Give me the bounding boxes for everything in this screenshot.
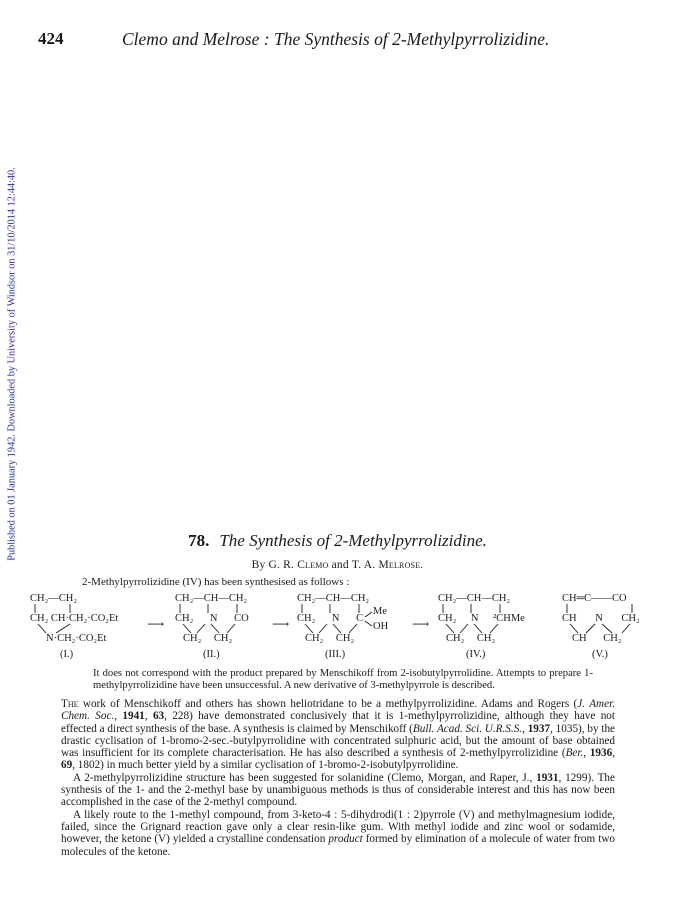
byline: [0, 559, 675, 571]
article-title: The Synthesis of 2-Methylpyrrolizidine.: [219, 531, 487, 550]
formula-iii-line-2: CH₂ N C: [297, 613, 364, 624]
paragraph-1-text-e: ,: [522, 722, 528, 735]
paragraph-1-text-f: , 1035), by the drastic cyclisation of 1-bromo-2-sec.-butylpyrrolidine with concentrated sulphuric acid, but the amount of base obtained was insufficient for its complete characterisation. He has also described a synthesis of 2-methylpyrrolizidine (: [61, 722, 616, 760]
paragraph-1-text-a: work of Menschikoff and others has shown heliotridane to be a methylpyrrolizidine. Adams and Rogers (: [78, 698, 578, 710]
byline-and: and: [331, 559, 349, 571]
formula-i: [30, 591, 155, 663]
formula-iii-methyl: Me: [373, 606, 387, 617]
paragraph-3-text-a: A likely route to the 1-methyl compound, from 3-keto-4 : 5-dihydrodi(1 : 2)pyrrole (V) and methylmagnesium iodide, failed, since the Grignard reaction gave only a clear resin-like gum. With methyl iodide and zinc wool or sodamide, however, the ketone (V) yielded a crystalline condensation: [61, 808, 615, 846]
reaction-arrow-1: ⟶: [147, 617, 165, 631]
citation-journal-1: J. Amer. Chem. Soc.: [61, 698, 615, 723]
author-1: G. R. Clemo: [268, 559, 329, 571]
formula-iv-line-1: CH₂—CH—CH₂: [438, 593, 511, 604]
formula-iv: [438, 591, 548, 663]
citation-year-2: 1937: [527, 722, 551, 735]
reaction-arrow-3: ⟶: [412, 617, 430, 631]
formula-iii: [297, 591, 422, 663]
citation-volume-1: 63: [152, 710, 165, 723]
paragraph-1-text-g: ,: [583, 747, 590, 760]
citation-year-4: 1931: [536, 771, 559, 784]
download-watermark-text: Published on 01 January 1942. Downloaded by University of Windsor on 31/10/2014 12:44:40.: [6, 167, 18, 561]
byline-prefix: By: [251, 559, 266, 571]
formula-iii-line-1: CH₂—CH—CH₂: [297, 593, 370, 604]
intro-line: 2-Methylpyrrolizidine (IV) has been synthesised as follows :: [82, 576, 350, 588]
formula-i-line-2: CH₂ CH·CH₂·CO₂Et: [30, 613, 119, 624]
formula-ii-line-2: CH₂ N CO: [175, 613, 249, 624]
article-heading: [0, 531, 675, 551]
article-number: 78.: [188, 531, 210, 550]
formula-v-line-2: CH N CH₂: [562, 613, 640, 624]
paragraph-3: [61, 809, 615, 858]
running-head: [38, 29, 638, 55]
paragraph-1-text-h: ,: [612, 747, 615, 760]
formula-iv-label: (IV.): [466, 649, 486, 660]
formula-i-line-1: CH₂—CH₂: [30, 593, 77, 604]
body-text: [61, 698, 615, 858]
formula-i-label: (I.): [60, 649, 74, 660]
citation-volume-3: 69: [61, 759, 73, 772]
download-watermark: [4, 152, 20, 576]
paragraph-3-text-b: formed by elimination of a molecule of water from two molecules of the ketone.: [61, 833, 616, 858]
page-number: 424: [38, 29, 64, 48]
running-title: Clemo and Melrose : The Synthesis of 2-Methylpyrrolizidine.: [122, 29, 550, 49]
paragraph-1-lead: The: [61, 698, 79, 710]
formula-ii: [175, 591, 275, 663]
paragraph-1-text-c: ,: [144, 710, 153, 723]
formula-ii-line-1: CH₂—CH—CH₂: [175, 593, 248, 604]
citation-journal-3: Ber.: [565, 747, 584, 760]
paragraph-1: [61, 698, 615, 772]
formula-ii-label: (II.): [203, 649, 220, 660]
reaction-arrow-2: ⟶: [272, 617, 290, 631]
formula-iii-label: (III.): [325, 649, 346, 660]
formula-i-line-3: N·CH₂·CO₂Et: [46, 633, 107, 644]
citation-year-1: 1941: [122, 710, 145, 723]
paragraph-2-text-a: A 2-methylpyrrolizidine structure has been suggested for solanidine (Clemo, Morgan, and Raper, J.,: [73, 771, 537, 784]
formula-iii-hydroxyl: OH: [373, 621, 389, 632]
formula-v: [562, 591, 657, 663]
formula-v-line-3: CH CH₂: [572, 633, 622, 644]
formula-iv-line-2: CH₂ N ²CHMe: [438, 613, 525, 624]
citation-journal-2: Bull. Acad. Sci. U.R.S.S.: [412, 722, 523, 735]
formula-iv-line-3: CH₂ CH₂: [446, 633, 496, 644]
citation-year-3: 1936: [589, 747, 613, 760]
abstract: It does not correspond with the product prepared by Menschikoff from 2-isobutylpyrrolidine. Attempts to prepare 1-methylpyrrolizidine have been unsuccessful. A new derivative of 3-methylpyrrole is described.: [93, 668, 593, 691]
formula-ii-line-3: CH₂ CH₂: [183, 633, 233, 644]
formula-iii-line-3: CH₂ CH₂: [305, 633, 355, 644]
paragraph-1-text-i: , 1802) in much better yield by a similar cyclisation of 1-bromo-2-isobutylpyrrolidine.: [72, 759, 459, 772]
formula-v-line-1: CH═C——CO: [562, 593, 627, 604]
paragraph-2: [61, 772, 615, 809]
author-2: T. A. Melrose.: [351, 559, 424, 571]
paragraph-2-text-b: , 1299). The synthesis of the 1- and the 2-methyl base by unambiguous methods is thus of considerable interest and this has now been accomplished in the case of the 2-methyl compound.: [61, 771, 615, 809]
structural-formulas: [30, 591, 655, 663]
paragraph-1-text-b: ,: [114, 710, 123, 723]
formula-v-label: (V.): [592, 649, 608, 660]
paragraph-3-emphasis: product: [328, 833, 363, 846]
paragraph-1-text-d: , 228) have demonstrated conclusively that it is 1-methylpyrrolizidine, although they have not effected a direct synthesis of the base. A synthesis is claimed by Menschikoff (: [61, 710, 616, 735]
